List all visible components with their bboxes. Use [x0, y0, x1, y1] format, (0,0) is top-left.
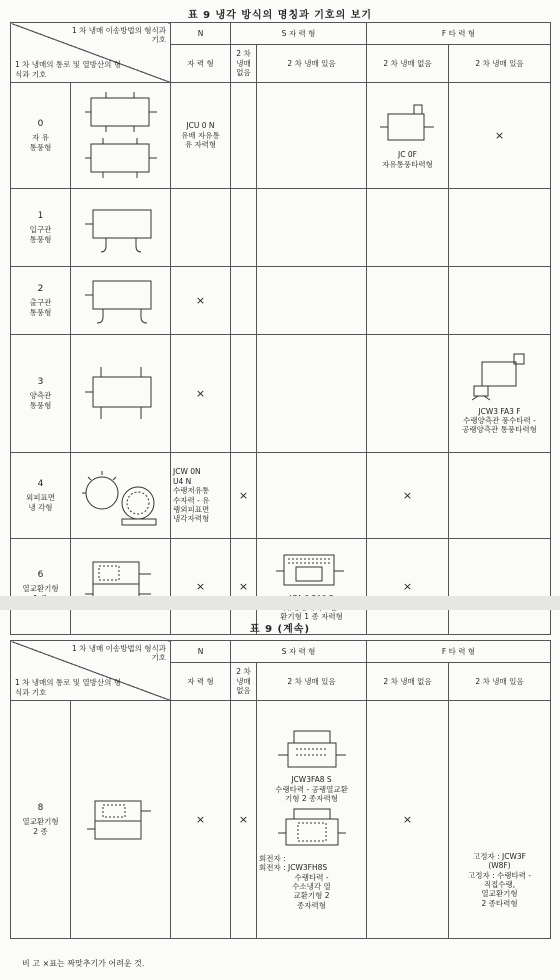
cell-8-n: × [171, 701, 231, 939]
header-diagonal-cell [11, 23, 171, 83]
header-s-none: 2 차냉매 없음 [231, 45, 257, 83]
cooling-method-table-continued: 1 차 냉매 이송방법의 형식과 기호 1 차 냉매의 통로 및 열방산의 형식과 기호 N S 자 력 형 F 타 력 형 자 력 형 2 차냉매 없음 2 차 냉매 있음 2 차 냉매 없음 2 차 냉매 있음 8 열교환기형 2 종 × × JCW3FA8 S 수랭타력 - 공랭열교환 기형 2 종자력형 회전자 : 회전자 : JCW3FH8S 수랭타력 - 수소냉각 열 교환기형 2 종자력형 × 고정자 : JCW3F (W8F) 고정자 : 수랭타력 - 직접수랭, 열교환기형 2 종타력형 [10, 640, 551, 939]
cell-0-f-none: JC 0F 자유통풍타력형 [367, 83, 449, 189]
cell-4-f-none: × [367, 453, 449, 539]
hydrogen-cooled-exchanger-diagram [274, 807, 350, 851]
cell-4-n: JCW 0N U4 N 수랭저유통 수자력 - 유 랭외피표면 냉각자력형 [171, 453, 231, 539]
row-label-1: 1 입구관 통풍형 [11, 189, 71, 267]
table-row [11, 701, 551, 939]
cell-3-n: × [171, 335, 231, 453]
surface-cooled-diagram [71, 453, 171, 539]
row-label-8: 8 열교환기형 2 종 [11, 701, 71, 939]
row-label-3: 3 양측관 통풍형 [11, 335, 71, 453]
row-label-4: 4 외피표면 냉 각형 [11, 453, 71, 539]
fan-water-cooled-diagram [468, 352, 532, 404]
table-row [11, 453, 551, 539]
cell-6-f-none: × [367, 539, 449, 635]
free-ventilation-diagram [71, 83, 171, 189]
cell-4-s-none: × [231, 453, 257, 539]
footnote: 비 고 ×표는 짜맞추기가 어려운 것. [22, 959, 145, 968]
cell-0-f-with: × [449, 83, 551, 189]
heat-exchanger-2-diagram [71, 701, 171, 939]
table-row [11, 335, 551, 453]
table-title: 표 9 냉각 방식의 명칭과 기호의 보기 [187, 10, 373, 21]
header-n-sub: 자 력 형 [171, 45, 231, 83]
header-diagonal-cell: 1 차 냉매 이송방법의 형식과 기호 1 차 냉매의 통로 및 열방산의 형식과 기호 [11, 641, 171, 701]
water-cooled-exchanger-diagram [274, 729, 350, 773]
cell-8-s-none: × [231, 701, 257, 939]
forced-ventilation-diagram [378, 102, 438, 148]
page-divider [0, 596, 560, 610]
cooling-method-table [10, 22, 551, 635]
cell-8-f-with: 고정자 : JCW3F (W8F) 고정자 : 수랭타력 - 직접수랭, 열교환기형 2 종타력형 [449, 701, 551, 939]
header-s-with: 2 차 냉매 있음 [257, 45, 367, 83]
header-s: S 자 력 형 [231, 23, 367, 45]
header-n: N [171, 23, 231, 45]
table-row [11, 83, 551, 189]
header-f: F 타 력 형 [367, 23, 551, 45]
inlet-pipe-diagram [71, 189, 171, 267]
cell-8-s-with: JCW3FA8 S 수랭타력 - 공랭열교환 기형 2 종자력형 회전자 : 회전자 : JCW3FH8S 수랭타력 - 수소냉각 열 교환기형 2 종자력형 [257, 701, 367, 939]
row-label-0: 0 자 유 통풍형 [11, 83, 71, 189]
both-side-pipe-diagram [71, 335, 171, 453]
continued-table-title: 표 9 (계속) [249, 624, 311, 635]
heat-exchanger-coil-diagram [274, 551, 350, 591]
header-path-label: 1 차 냉매의 통로 및 열방산의 형식과 기호 [15, 60, 122, 79]
table-row [11, 267, 551, 335]
header-transport-label: 1 차 냉매 이송방법의 형식과 기호 [71, 26, 166, 45]
cell-6-n: × [171, 539, 231, 635]
cell-3-f-with: JCW3 FA3 F 수랭양측관 풍수타력 - 공랭양측관 통풍타력형 [449, 335, 551, 453]
row-label-2: 2 출구관 통풍형 [11, 267, 71, 335]
outlet-pipe-diagram [71, 267, 171, 335]
cell-8-f-none: × [367, 701, 449, 939]
cell-6-s-with: 환기형 1 종 자력형 [257, 539, 367, 635]
cell-6-s-none: × [231, 539, 257, 635]
header-f-with: 2 차 냉매 있음 [449, 45, 551, 83]
table-row [11, 189, 551, 267]
header-f-none: 2 차 냉매 없음 [367, 45, 449, 83]
cell-2-n: × [171, 267, 231, 335]
row-label-6: 6 열교환기형 [11, 539, 71, 635]
cell-0-n: JCU 0 N 유배 자유통 유 자력형 [171, 83, 231, 189]
